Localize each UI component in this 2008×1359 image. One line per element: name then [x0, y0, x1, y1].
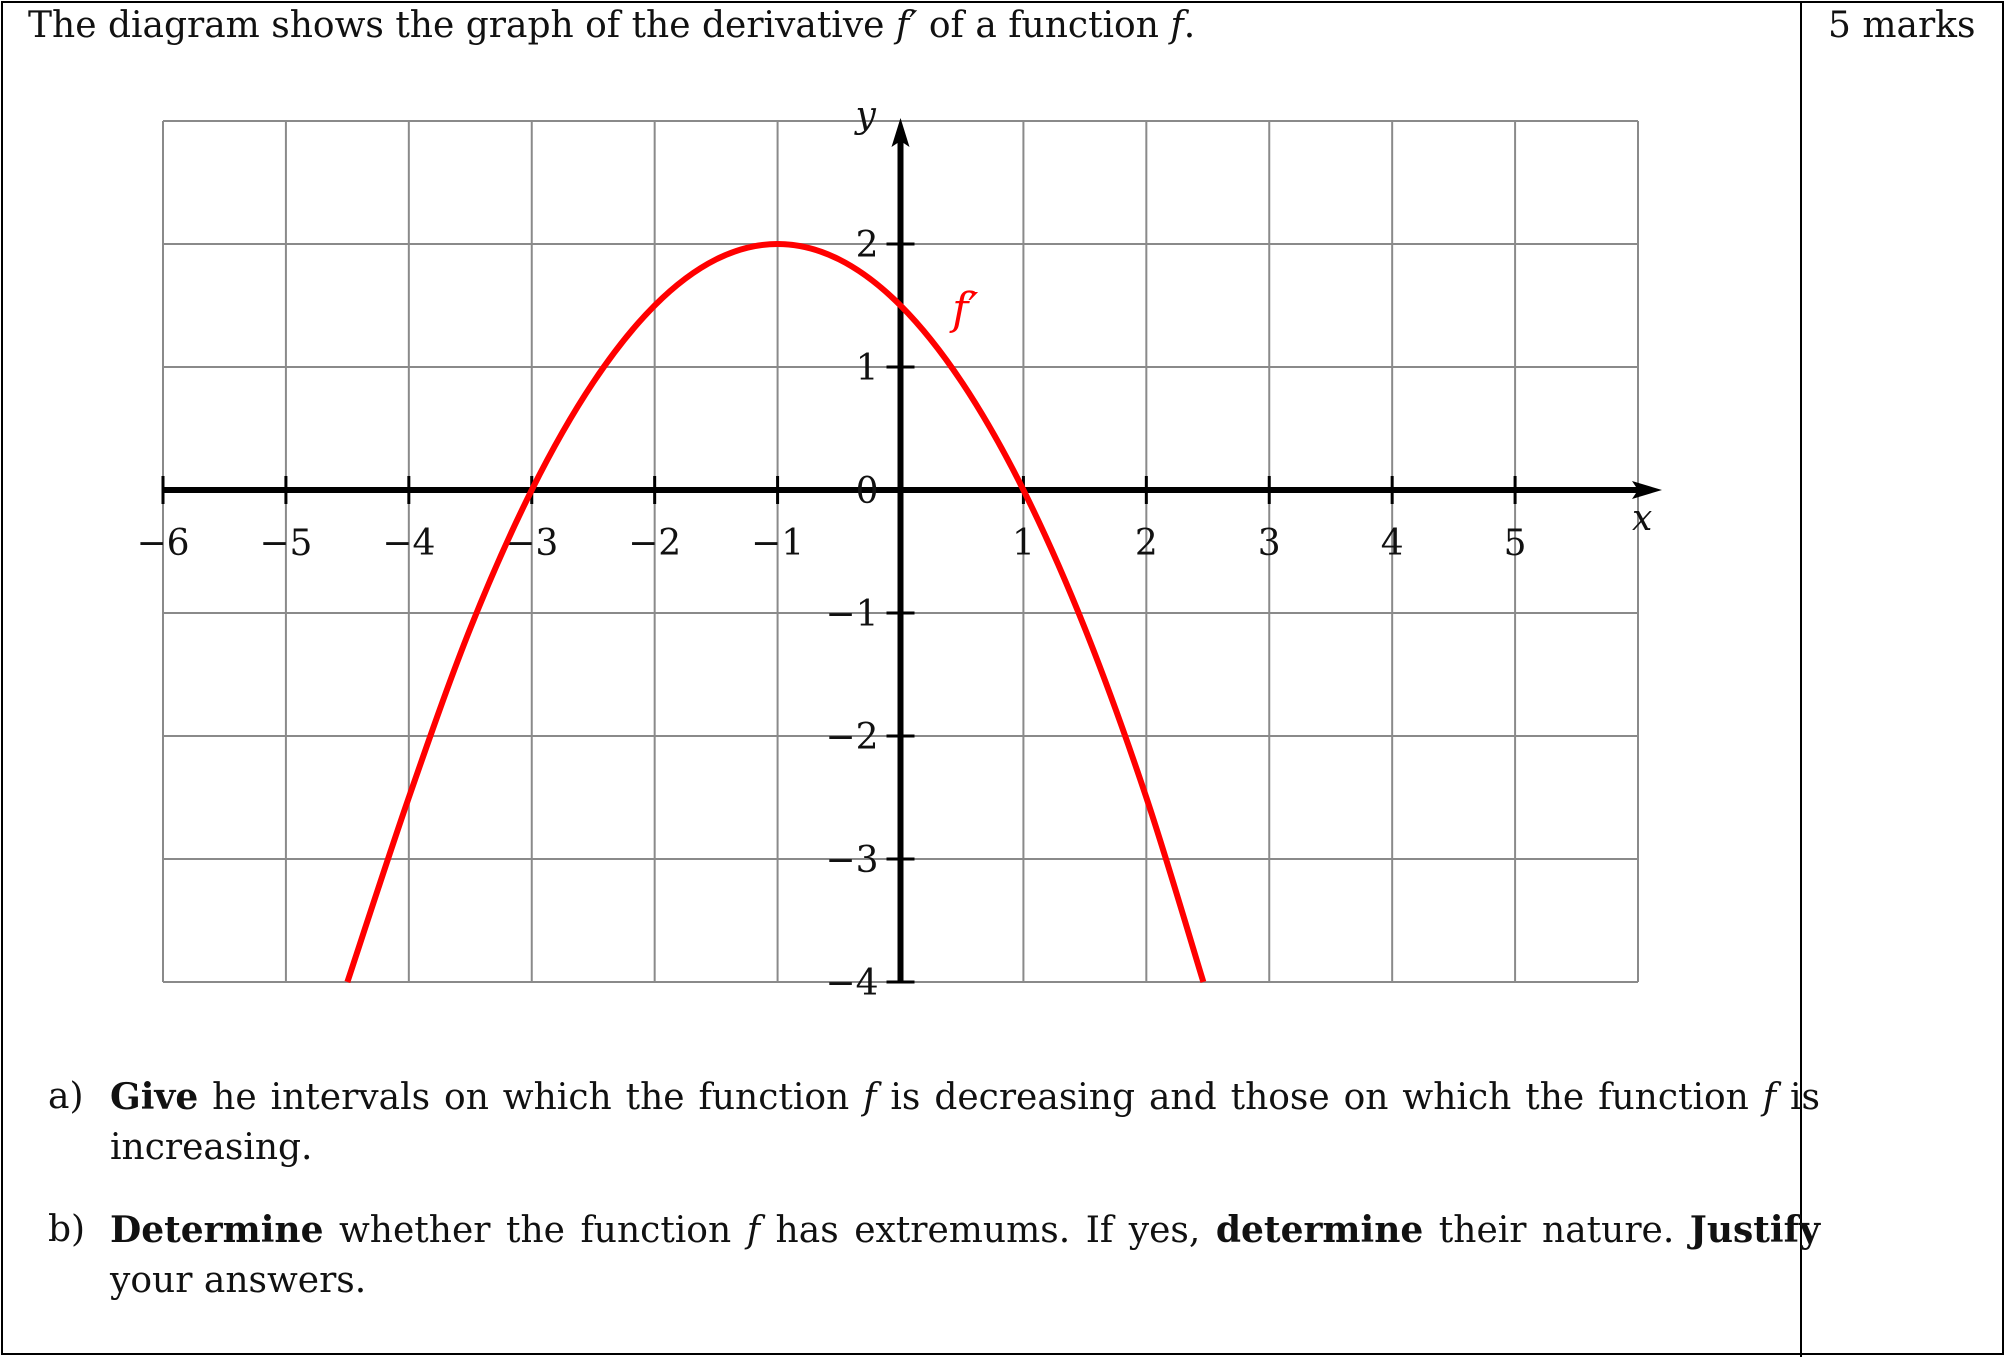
question-b-part4: your answers. [110, 1260, 367, 1301]
y-tick-label: 2 [855, 225, 879, 266]
question-b-part2: has extremums. If yes, [760, 1210, 1216, 1251]
y-tick-label: 1 [855, 348, 879, 389]
x-tick-label: 5 [1503, 523, 1527, 564]
question-a-f1: f [863, 1077, 877, 1118]
question-b-text [110, 1205, 1820, 1306]
curve-label: f′ [952, 283, 979, 335]
y-tick-label: −1 [825, 594, 879, 635]
question-b-label: b) [48, 1209, 86, 1250]
question-a-part1: he intervals on which the function [198, 1077, 864, 1118]
x-tick-label: −1 [751, 523, 805, 564]
intro-f: f [1170, 5, 1184, 46]
y-axis-label: y [855, 95, 876, 136]
marks-label: 5 marks [1828, 5, 1976, 46]
question-b-part3: their nature. [1423, 1210, 1690, 1251]
x-tick-label: 2 [1134, 523, 1158, 564]
question-a-text [110, 1072, 1820, 1173]
intro-text-start: The diagram shows the graph of the derivative [28, 5, 885, 46]
y-tick-label: −3 [825, 840, 879, 881]
y-tick-label: 0 [855, 471, 879, 512]
question-b-verb3: Justify [1689, 1209, 1820, 1251]
x-tick-label: −4 [382, 523, 436, 564]
tick-labels [136, 95, 1652, 1004]
x-tick-label: −6 [136, 523, 190, 564]
question-b-verb2: determine [1215, 1209, 1424, 1251]
question-a-part3: is increasing. [110, 1077, 1821, 1168]
intro-fprime: f′ [895, 5, 918, 46]
question-b-part1: whether the function [323, 1210, 747, 1251]
question-b-verb: Determine [110, 1209, 324, 1251]
intro-text-middle: of a function [928, 5, 1159, 46]
y-tick-label: −2 [825, 717, 879, 758]
question-a-f2: f [1762, 1077, 1777, 1118]
x-axis-label: x [1632, 498, 1653, 539]
intro-text-end: . [1183, 5, 1196, 46]
question-b-f1: f [746, 1210, 761, 1251]
x-tick-label: −5 [259, 523, 313, 564]
x-tick-label: −3 [505, 523, 559, 564]
question-a-part2: is decreasing and those on which the function [876, 1077, 1763, 1118]
question-a-verb: Give [110, 1076, 199, 1118]
y-tick-label: −4 [825, 963, 879, 1004]
x-tick-label: −2 [628, 523, 682, 564]
x-tick-label: 3 [1257, 523, 1281, 564]
x-tick-label: 1 [1011, 523, 1035, 564]
x-tick-label: 4 [1380, 523, 1404, 564]
question-a-label: a) [48, 1076, 84, 1117]
